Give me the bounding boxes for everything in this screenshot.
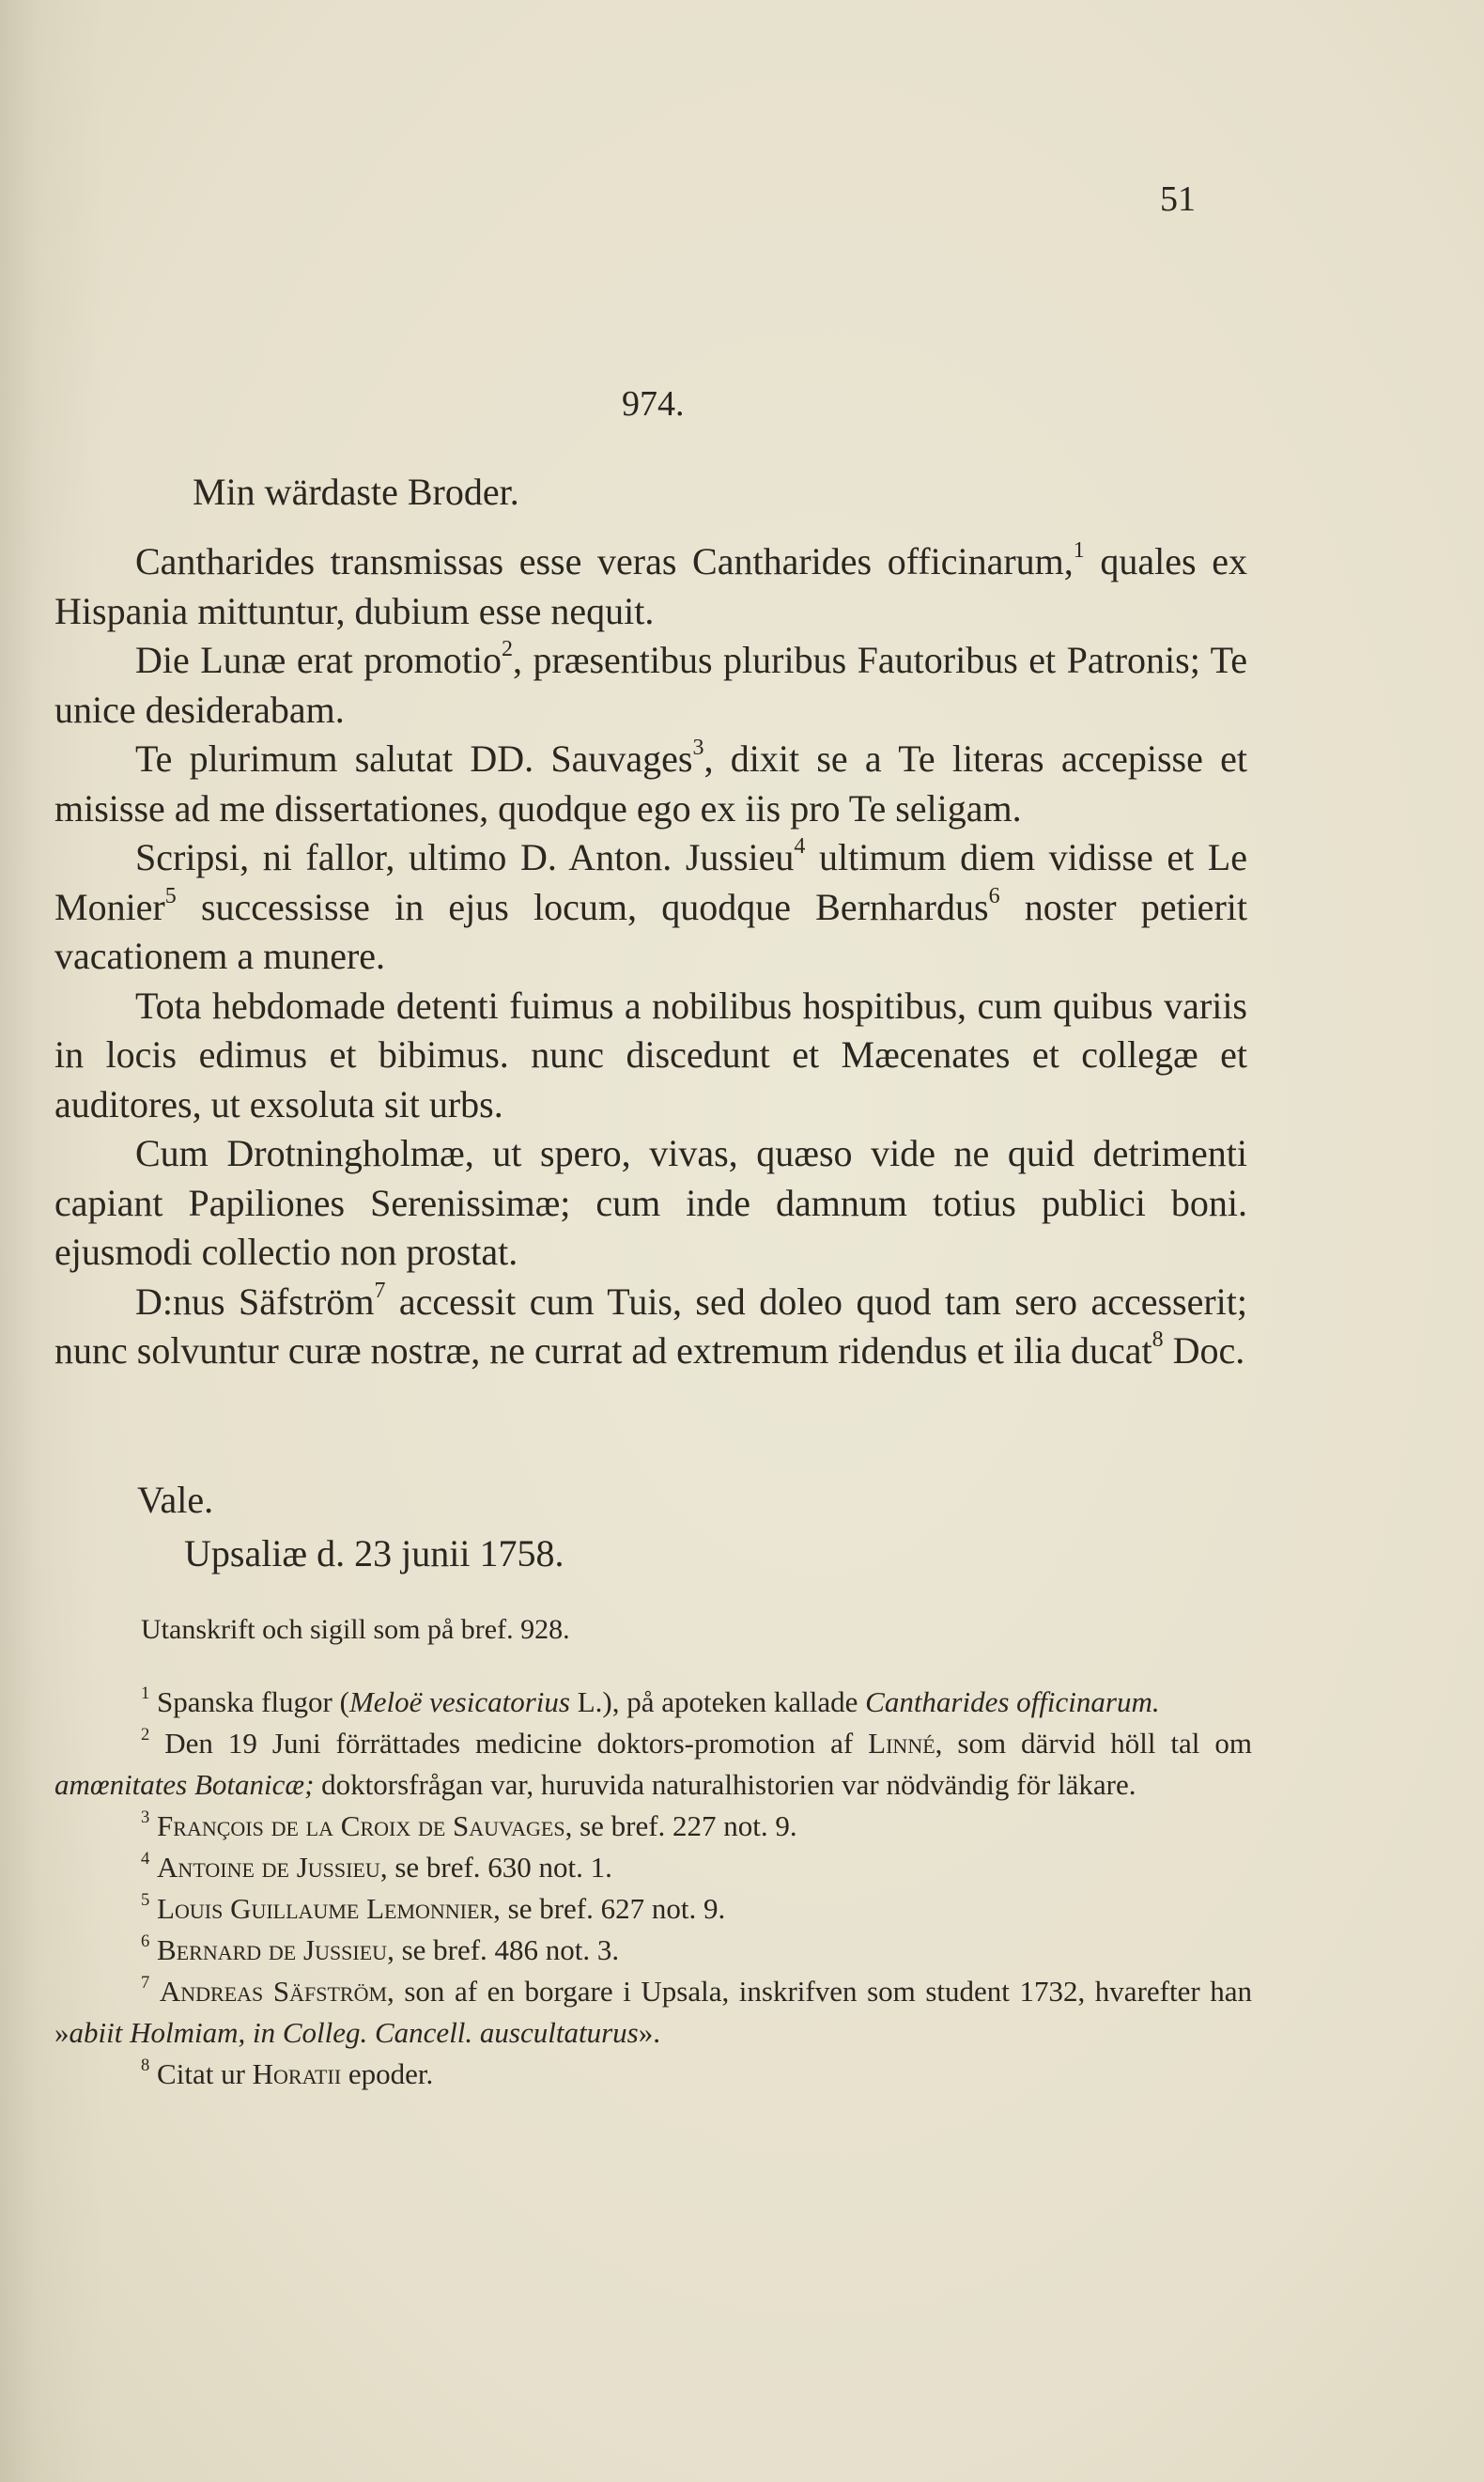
editorial-note: Utanskrift och sigill som på bref. 928.: [141, 1614, 570, 1645]
person-name: Andreas Säfström: [159, 1975, 388, 2008]
text: , se bref. 630 not. 1.: [379, 1851, 612, 1884]
person-name: François de la Croix de Sauvages: [157, 1809, 565, 1842]
footnote-number: 3: [141, 1807, 150, 1828]
footnote: [54, 1971, 1252, 2054]
footnote-number: 5: [141, 1890, 150, 1911]
footnote-marker: 1: [1073, 538, 1085, 563]
text: doktorsfrågan var, huruvida naturalhistorien var nödvändig för läkare.: [314, 1768, 1136, 1801]
text: Citat ur: [149, 2057, 253, 2090]
person-name: Antoine de Jussieu: [157, 1851, 380, 1884]
paragraph: [54, 537, 1247, 636]
letter-number: 974.: [622, 384, 685, 424]
text: Den 19 Juni förrättades medicine doktors-promotion af: [149, 1727, 869, 1760]
footnote: [54, 1847, 1252, 1888]
footnote: [54, 1723, 1252, 1806]
italic-text: abiit Holmiam, in Colleg. Cancell. auscultaturus: [69, 2016, 639, 2049]
paragraph: [54, 1278, 1247, 1376]
text: D:nus Säfström: [135, 1280, 375, 1323]
footnote-marker: 3: [692, 736, 704, 760]
footnote-marker: 7: [374, 1278, 386, 1303]
paragraph: [54, 636, 1247, 735]
text: , dixit se a Te literas accepisse et misisse ad me dissertationes, quodque ego ex iis pro Te seligam.: [54, 737, 1248, 830]
person-name: Louis Guillaume Lemonnier: [157, 1892, 494, 1925]
text: noster petierit vacationem a munere.: [54, 885, 1247, 977]
footnote: [54, 1806, 1252, 1847]
footnote-marker: 6: [988, 883, 1000, 908]
italic-text: amœnitates Botanicæ;: [54, 1768, 315, 1801]
footnote-number: 2: [141, 1725, 150, 1745]
text: Spanska flugor (: [149, 1685, 349, 1718]
text: , som därvid höll tal om: [935, 1727, 1252, 1760]
text: , se bref. 627 not. 9.: [493, 1892, 726, 1925]
footnotes: [54, 1682, 1252, 2095]
text: Die Lunæ erat promotio: [135, 639, 502, 681]
footnote-number: 8: [141, 2055, 150, 2076]
italic-text: Cantharides officinarum.: [865, 1685, 1160, 1718]
place-date: Upsaliæ d. 23 junii 1758.: [184, 1532, 564, 1575]
italic-text: Meloë vesicatorius: [348, 1685, 570, 1718]
text: successisse in ejus locum, quodque Bernhardus: [176, 885, 989, 928]
text: , præsentibus pluribus Fautoribus et Patronis; Te unice desiderabam.: [54, 639, 1248, 731]
valediction: Vale.: [137, 1479, 214, 1521]
footnote-number: 4: [141, 1849, 150, 1869]
text: Cantharides transmissas esse veras Cantharides officinarum,: [135, 540, 1074, 582]
person-name: Linné: [868, 1727, 935, 1760]
text: , se bref. 227 not. 9.: [564, 1809, 797, 1842]
text: epoder.: [341, 2057, 434, 2090]
text: Te plurimum salutat DD. Sauvages: [135, 737, 693, 780]
text: , se bref. 486 not. 3.: [387, 1933, 620, 1966]
text: quales ex Hispania mittuntur, dubium esse nequit.: [54, 540, 1247, 632]
page-number: 51: [1160, 179, 1196, 219]
text: ultimum diem vidisse et Le Monier: [54, 836, 1247, 928]
footnote: [54, 1888, 1252, 1930]
footnote: [54, 1930, 1252, 1971]
footnote-marker: 2: [501, 637, 513, 661]
footnote-marker: 4: [794, 834, 806, 859]
paragraph: Tota hebdomade detenti fuimus a nobilibus hospitibus, cum quibus variis in locis edimus et bibimus. nunc discedunt et Mæcenates et collegæ et auditores, ut exsoluta sit urbs.: [54, 984, 1247, 1125]
footnote-number: 7: [141, 1973, 150, 1993]
text: Scripsi, ni fallor, ultimo D. Anton. Jussieu: [135, 836, 795, 878]
footnote-marker: 5: [164, 883, 177, 908]
paragraph: [54, 833, 1247, 982]
salutation: Min wärdaste Broder.: [193, 471, 519, 513]
text: , son af en borgare i Upsala, inskrifven som student 1732, hvarefter han »: [54, 1975, 1253, 2049]
text: ».: [638, 2016, 660, 2049]
paragraph: Cum Drotningholmæ, ut spero, vivas, quæso vide ne quid detrimenti capiant Papiliones Serenissimæ; cum inde damnum totius publici boni. ejusmodi collectio non prostat.: [54, 1132, 1247, 1273]
person-name: Bernard de Jussieu: [157, 1933, 388, 1966]
person-name: Horatii: [252, 2057, 342, 2090]
paragraph: [54, 735, 1247, 833]
footnote-number: 1: [141, 1683, 150, 1704]
text: accessit cum Tuis, sed doleo quod tam sero accesserit; nunc solvuntur curæ nostræ, ne currat ad extremum ridendus et ilia ducat: [54, 1280, 1248, 1372]
text: Doc.: [1163, 1329, 1245, 1372]
footnote: [54, 2054, 1252, 2095]
text: L.), på apoteken kallade: [569, 1685, 866, 1718]
footnote-marker: 8: [1152, 1327, 1164, 1352]
footnote: [54, 1682, 1252, 1723]
letter-body: [54, 537, 1247, 1376]
footnote-number: 6: [141, 1931, 150, 1952]
